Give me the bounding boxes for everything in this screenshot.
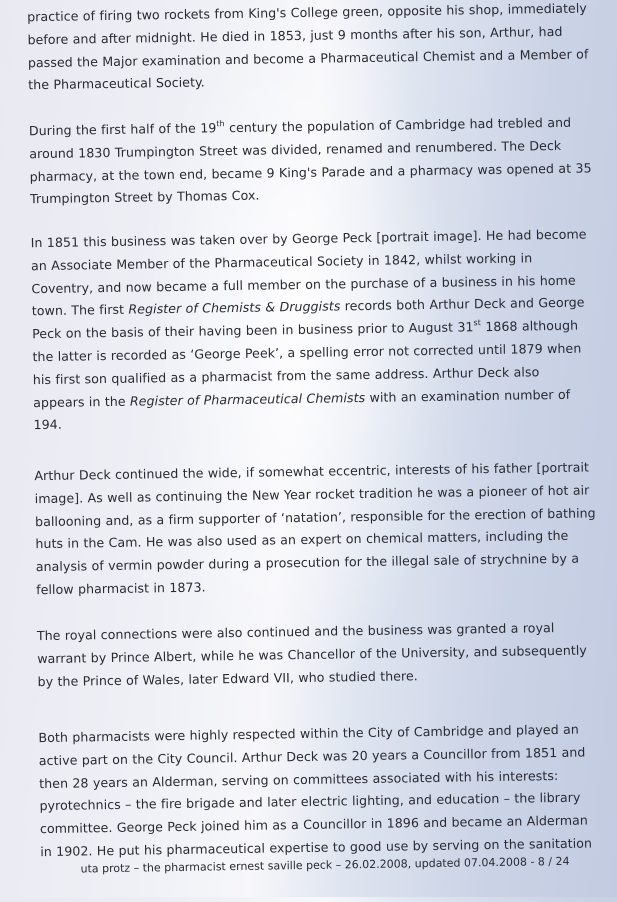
paragraph-text: The royal connections were also continued and the business was granted a royal warrant by Prince Albert, while he was Chancellor of the University, and subsequently by the Prince of Wales, later Edward VII, who studied there. [36, 620, 587, 689]
superscript-ordinal: th [216, 119, 225, 129]
paragraph-population [29, 111, 592, 211]
paragraph-text: Both pharmacists were highly respected within the City of Cambridge and played an active part on the City Council. Arthur Deck was 20 years a Councillor from 1851 and then 28 years an Alderman, serving on committees associated with his interests: pyrotechnics – the fire brigade and later electric lighting, and education – the library committee. George Peck joined him as a Councillor in 1896 and became an Alderman in 1902. He put his pharmaceutical expertise to good use by serving on the sanitation [38, 721, 593, 860]
register-title-chemists-druggists: Register of Chemists & Druggists [128, 298, 341, 318]
paragraph-text-part: records both Arthur Deck and George Peck on the basis of their having been in business prior to August 31 [32, 294, 585, 342]
paragraph-text-part: century the population of Cambridge had trebled and around 1830 Trumpington Street was divided, renamed and renumbered. The Deck pharmacy, at the town end, became 9 King's Parade and a pharmacy was opened at 35 Trumpington Street by Thomas Cox. [29, 114, 592, 207]
paragraph-rockets [27, 0, 590, 97]
paragraph-text: practice of firing two rockets from King's College green, opposite his shop, immediately before and after midnight. He died in 1853, just 9 months after his son, Arthur, had passed the Major examination and become a Pharmaceutical Chemist and a Member of the Pharmaceutical Society. [27, 0, 589, 93]
register-title-pharmaceutical-chemists: Register of Pharmaceutical Chemists [129, 389, 366, 409]
superscript-ordinal: st [473, 318, 481, 328]
paragraph-text-part: 1868 although the latter is recorded as ‘George Peek’, a spelling error not corrected until 1879 when his first son qualified as a pharmacist from the same address. Arthur Deck also appears in the [32, 317, 582, 410]
paragraph-text-part: In 1851 this business was taken over by George Peck [portrait image]. He had become an Associate Member of the Pharmaceutical Society in 1842, whilst working in Coventry, and now became a full member on the purchase of a business in his home town. The first [30, 226, 587, 319]
paragraph-text-part: with an examination number of 194. [33, 386, 571, 433]
page-footer: uta protz – the pharmacist ernest saville peck – 26.02.2008, updated 07.04.2008 - 8 / 24 [80, 854, 570, 876]
paragraph-text-part: During the first half of the 19 [28, 120, 217, 139]
paragraph-text: Arthur Deck continued the wide, if somewhat eccentric, interests of his father [portrait image]. As well as continuing the New Year rocket tradition he was a pioneer of hot air ballooning and, as a firm supporter of ‘natation’, responsible for the erection of bathing huts in the Cam. He was also used as an expert on chemical matters, including the analysis of vermin powder during a prosecution for the illegal sale of strychnine by a fellow pharmacist in 1873. [34, 459, 596, 598]
paragraph-city-council [38, 718, 602, 864]
paragraph-george-peck [31, 223, 596, 437]
paragraph-royal-connections [37, 616, 600, 693]
paragraph-arthur-deck [34, 456, 598, 602]
